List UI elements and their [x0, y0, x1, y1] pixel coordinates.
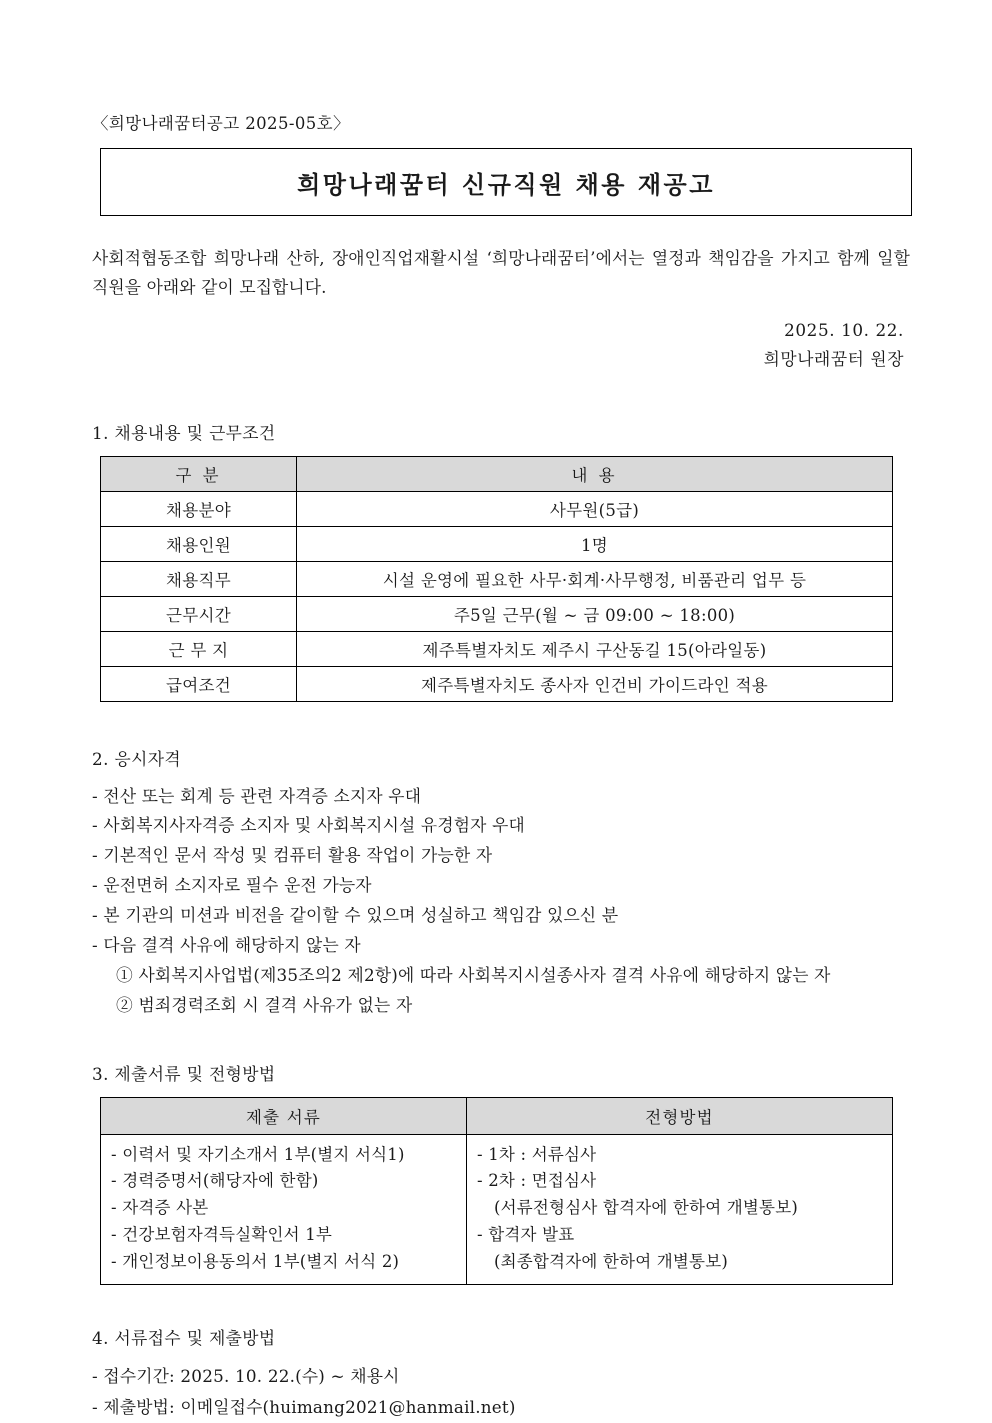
table-row — [101, 1134, 893, 1285]
list-item: - 전산 또는 회계 등 관련 자격증 소지자 우대 — [92, 785, 422, 806]
row-label: 채용분야 — [101, 491, 297, 526]
table2-header-process: 전형방법 — [467, 1097, 893, 1134]
table-header-row — [101, 1097, 893, 1134]
announcement-date: 2025. 10. 22. — [784, 319, 904, 340]
list-item: - 기본적인 문서 작성 및 컴퓨터 활용 작업이 가능한 자 — [92, 845, 493, 866]
table-row — [101, 491, 893, 526]
list-item: - 제출방법: 이메일접수(huimang2021@hanmail.net) — [92, 1397, 516, 1418]
submission-documents-cell — [101, 1134, 467, 1285]
list-item: - 자격증 사본 — [111, 1198, 209, 1218]
signature-block — [88, 316, 908, 374]
row-label: 근무시간 — [101, 596, 297, 631]
table-row — [101, 526, 893, 561]
table-row — [101, 666, 893, 701]
list-item-note: (최종합격자에 한하여 개별통보) — [494, 1251, 728, 1271]
list-item: - 다음 결격 사유에 해당하지 않는 자 — [92, 935, 361, 956]
qualification-list — [92, 782, 908, 1021]
row-label: 급여조건 — [101, 666, 297, 701]
row-value: 제주특별자치도 제주시 구산동길 15(아라일동) — [297, 631, 893, 666]
row-label: 채용인원 — [101, 526, 297, 561]
list-item: - 개인정보이용동의서 1부(별지 서식 2) — [111, 1251, 400, 1271]
row-value: 시설 운영에 필요한 사무·회계·사무행정, 비품관리 업무 등 — [297, 561, 893, 596]
section-3-heading: 3. 제출서류 및 전형방법 — [92, 1063, 276, 1084]
table-header-row — [101, 456, 893, 491]
list-item: - 사회복지사자격증 소지자 및 사회복지시설 유경험자 우대 — [92, 815, 525, 836]
list-item: - 이력서 및 자기소개서 1부(별지 서식1) — [111, 1144, 405, 1164]
section-2-heading: 2. 응시자격 — [92, 748, 181, 769]
list-item: - 접수기간: 2025. 10. 22.(수) ~ 채용시 — [92, 1366, 400, 1387]
list-item: - 2차 : 면접심사 — [477, 1171, 597, 1191]
document-content — [88, 110, 908, 1423]
table2-header-documents: 제출 서류 — [101, 1097, 467, 1134]
document-number: 〈희망나래꿈터공고 2025-05호〉 — [92, 114, 350, 133]
section-1-heading: 1. 채용내용 및 근무조건 — [92, 422, 276, 443]
list-item: - 1차 : 서류심사 — [477, 1144, 597, 1164]
table-row — [101, 596, 893, 631]
list-item: - 경력증명서(해당자에 한함) — [111, 1171, 319, 1191]
page-title: 희망나래꿈터 신규직원 채용 재공고 — [297, 169, 715, 199]
table1-header-content: 내 용 — [297, 456, 893, 491]
recruitment-conditions-table — [100, 456, 893, 702]
table-row — [101, 631, 893, 666]
row-label: 근 무 지 — [101, 631, 297, 666]
list-sub-item: ① 사회복지사업법(제35조의2 제2항)에 따라 사회복지시설종사자 결격 사유에 해당하지 않는 자 — [116, 964, 831, 985]
row-value: 주5일 근무(월 ~ 금 09:00 ~ 18:00) — [297, 596, 893, 631]
selection-process-cell — [467, 1134, 893, 1285]
list-item: - 합격자 발표 — [477, 1224, 575, 1244]
list-item: - 운전면허 소지자로 필수 운전 가능자 — [92, 875, 372, 896]
row-label: 채용직무 — [101, 561, 297, 596]
intro-paragraph: 사회적협동조합 희망나래 산하, 장애인직업재활시설 ‘희망나래꿈터’에서는 열정과 책임감을 가지고 함께 일할 직원을 아래와 같이 모집합니다. — [92, 248, 910, 297]
section-4-heading: 4. 서류접수 및 제출방법 — [92, 1328, 276, 1349]
title-box — [100, 148, 912, 216]
issuer-name: 희망나래꿈터 원장 — [763, 348, 904, 369]
table-row — [101, 561, 893, 596]
row-value: 1명 — [297, 526, 893, 561]
submission-info-list — [92, 1361, 908, 1423]
list-item-note: (서류전형심사 합격자에 한하여 개별통보) — [494, 1198, 798, 1218]
row-value: 사무원(5급) — [297, 491, 893, 526]
row-value: 제주특별자치도 종사자 인건비 가이드라인 적용 — [297, 666, 893, 701]
list-sub-item: ② 범죄경력조회 시 결격 사유가 없는 자 — [116, 994, 413, 1015]
list-item: - 건강보험자격득실확인서 1부 — [111, 1224, 333, 1244]
list-item: - 본 기관의 미션과 비전을 같이할 수 있으며 성실하고 책임감 있으신 분 — [92, 905, 619, 926]
table1-header-category: 구 분 — [101, 456, 297, 491]
documents-and-process-table — [100, 1097, 893, 1286]
